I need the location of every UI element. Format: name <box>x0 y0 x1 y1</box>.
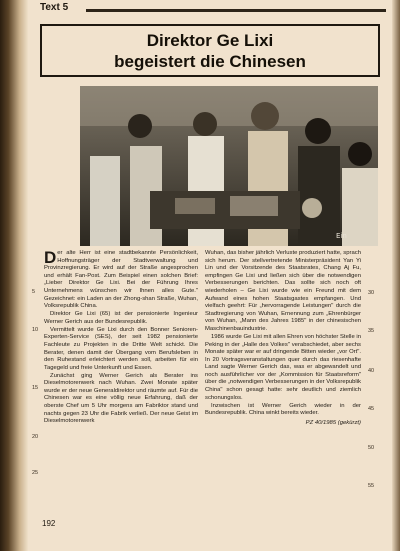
article-paragraph: Inzwischen ist Werner Gerich wieder in der Bundesrepublik. China winkt bereits wieder. <box>205 402 361 417</box>
paragraph-text: er alte Herr ist eine stadtbekannte Persönlichkeit, Hoffnungsträger der Stadtverwaltung und Provinzregierung. Er wird auf der Straße angesprochen und erhält Fan-Post. Zum Beispiel einen solchen Brief: „Lieber Direktor Ge Lixi. Bei der Führung Ihres Unternehmens wünschen wir Ihnen alles Gute." Gezeichnet: ein Laden an der Zhong-shan Straße, Wuhan, Volksrepublik China. <box>44 250 198 310</box>
article-column-right <box>205 250 361 427</box>
header-rule <box>86 9 386 12</box>
article-paragraph: Direktor Ge Lixi (65) ist der pensionierte Ingenieur Werner Gerich aus der Bundesrepublik. <box>44 311 198 325</box>
headline-line-1: Direktor Ge Lixi <box>146 31 274 50</box>
photo-corner-mark: Ein <box>336 232 347 240</box>
article-paragraph: Zunächst ging Werner Gerich als Berater ins Dieselmotorenwerk nach Wuhan. Zwei Monate später wurde er der neue Generaldirektor und räumte auf. Für die Chinesen war es eine völlig neue Erfahrung, daß der oberste Chef um 5 Uhr morgens am Fabriktor stand und nachts gegen 23 Uhr die Fabrik verließ. Der neue Geist im Dieselmotorenwerk <box>44 372 198 425</box>
section-label: Text 5 <box>40 2 69 13</box>
line-number: 45 <box>368 406 375 412</box>
page-edge-shadow <box>392 0 400 551</box>
article-paragraph: 1986 wurde Ge Lixi mit allen Ehren von höchster Stelle in Peking in der „Halle des Volkes" verabschiedet, aber sechs Monate später war er auf dringende Bitten wieder „vor Ort". In 20 Vortragsveranstaltungen quer durch das riesenhafte Land sagte Werner Gerich das, was er abgewandelt und noch ausführlicher vor der „Kommission für Staatsreform" über die „notwendigen Verbesserungen in der Volksrepublik China" schon gesagt hatte: sehr deutlich und ziemlich schonungslos. <box>205 333 361 401</box>
line-number: 55 <box>368 483 375 489</box>
line-number: 5 <box>32 289 36 295</box>
title-box <box>40 24 380 77</box>
article-paragraph: Vermittelt wurde Ge Lixi durch den Bonner Senioren-Experten-Service (SES), der seit 1982 pensionierte Fachleute zu Projekten in die Dritte Welt schickt. Die Berater, denen damit der Übergang vom Berufsleben in den Ruhestand erleichtert werden soll, arbeiten für ein Tagegeld und freie Unterkunft und Essen. <box>44 326 198 371</box>
photo-illustration <box>80 86 378 246</box>
line-number: 20 <box>32 434 39 440</box>
source-citation: PZ 40/1985 (gekürzt) <box>305 419 361 426</box>
drop-cap: D <box>44 248 57 267</box>
line-number: 40 <box>368 368 375 374</box>
article-photo <box>80 86 378 246</box>
article-paragraph: Wuhan, das bisher jährlich Verluste produziert hatte, sprach sich herum. Der stellvertretende Ministerpräsident Yan Yi Lin und der Vorsitzende des Staatsrates, Chang Aj Fu, empfingen Ge Lixi und ließen sich über die notwendigen Verbesserungen berichten. Das sollte sich noch oft wiederholen – Ge Lixi wurde wie ein Freund mit dem Aufwand eines hohen Staatsgastes empfangen. Und vielfach geehrt: Für „hervorragende Leistungen" durch die Stadtregierung von Wuhan, Ernennung zum „Ehrenbürger von Wuhan, „Mann des Jahres 1985" in der chinesischen Maschinenbauindustrie. <box>205 250 361 332</box>
headline-line-2: begeistert die Chinesen <box>114 52 306 71</box>
line-number: 35 <box>368 328 375 334</box>
line-number: 10 <box>32 327 39 333</box>
line-number: 50 <box>368 445 375 451</box>
article-column-left <box>44 250 198 426</box>
article-paragraph <box>44 250 198 311</box>
line-number: 15 <box>32 385 39 391</box>
book-binding-shadow <box>0 0 28 551</box>
line-number: 30 <box>368 290 375 296</box>
line-number: 25 <box>32 470 39 476</box>
page-number: 192 <box>42 519 56 528</box>
